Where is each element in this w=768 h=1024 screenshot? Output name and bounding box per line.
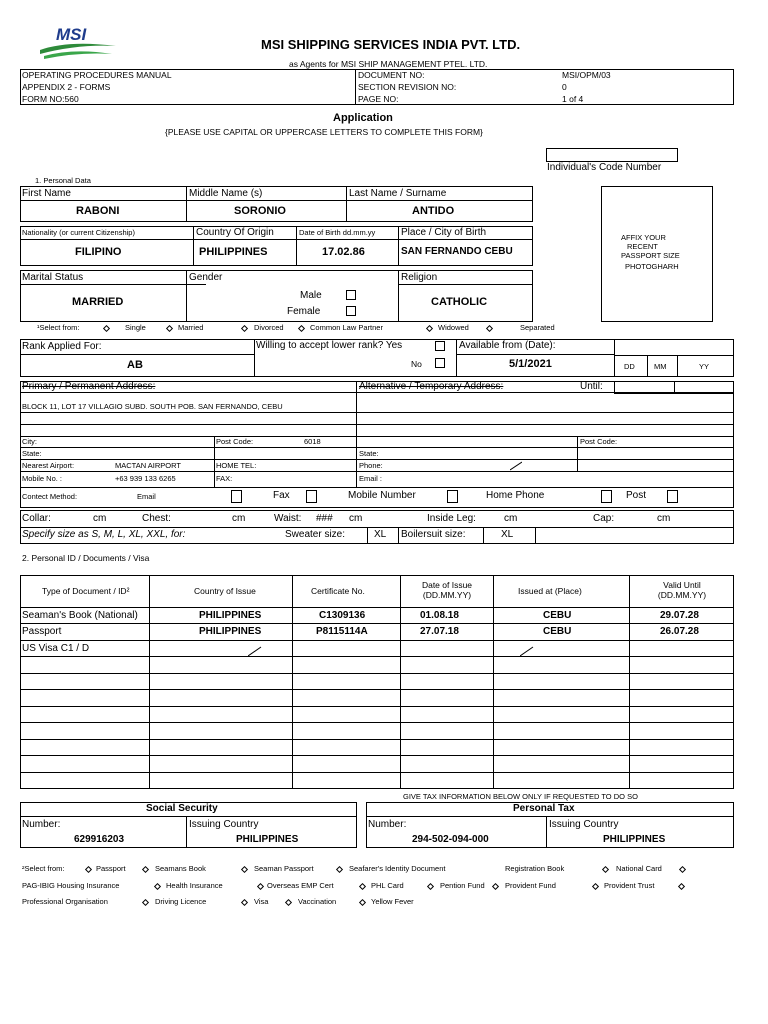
doc-row-1-cert[interactable]: C1309136 <box>319 610 366 621</box>
vaccination-radio[interactable] <box>359 899 366 906</box>
lower-rank-no-checkbox[interactable] <box>435 358 445 368</box>
doc-row-3-type[interactable]: US Visa C1 / D <box>22 643 90 654</box>
footer-opt-national-card: National Card <box>616 864 662 873</box>
form-subtitle: {PLEASE USE CAPITAL OR UPPERCASE LETTERS TO COMPLETE THIS FORM} <box>165 127 483 137</box>
collar-label: Collar: <box>22 513 51 524</box>
male-checkbox[interactable] <box>346 290 356 300</box>
visa-radio[interactable] <box>285 899 292 906</box>
religion-value[interactable]: CATHOLIC <box>431 296 488 308</box>
ss-country-value[interactable]: PHILIPPINES <box>236 834 299 845</box>
company-name: MSI SHIPPING SERVICES INDIA PVT. LTD. <box>261 37 521 52</box>
dd-label: DD <box>624 362 635 371</box>
footer-opt-pention: Pention Fund <box>440 882 485 890</box>
social-security-title: Social Security <box>146 803 218 814</box>
state-2-label: State: <box>359 449 379 458</box>
form-title: Application <box>333 112 393 124</box>
origin-value[interactable]: PHILIPPINES <box>199 246 268 258</box>
primary-address-label: Primary / Permanent Address: <box>22 381 156 392</box>
overseas-emp-radio[interactable] <box>359 883 366 890</box>
address-table <box>20 381 734 508</box>
photo-text-1: AFFIX YOUR <box>621 233 666 242</box>
appendix-label: APPENDIX 2 - FORMS <box>22 82 111 92</box>
photo-text-3: PASSPORT SIZE <box>621 251 680 260</box>
marital-select-note: ¹Select from: <box>37 323 80 332</box>
dob-value[interactable]: 17.02.86 <box>322 246 365 258</box>
pt-number-value[interactable]: 294-502-094-000 <box>412 834 489 845</box>
doc-row-2-cert[interactable]: P8115114A <box>316 626 368 637</box>
city-label: City: <box>22 437 37 446</box>
doc-header-cert: Certificate No. <box>311 586 365 596</box>
doc-row-1-country[interactable]: PHILIPPINES <box>199 610 262 621</box>
seaman-passport-radio[interactable] <box>241 866 248 873</box>
agents-line: as Agents for MSI SHIP MANAGEMENT PTEL. LTD. <box>289 59 488 69</box>
home-tel-label: HOME TEL: <box>216 461 257 470</box>
last-name-value[interactable]: ANTIDO <box>412 205 455 217</box>
male-label: Male <box>300 290 322 301</box>
nearest-airport-value[interactable]: MACTAN AIRPORT <box>115 461 181 470</box>
state-label: State: <box>22 449 42 458</box>
photo-text-2: RECENT <box>627 242 658 251</box>
tax-note: GIVE TAX INFORMATION BELOW ONLY IF REQUESTED TO DO SO <box>403 792 638 801</box>
rev-no: 0 <box>562 82 567 92</box>
phl-card-radio[interactable] <box>427 883 434 890</box>
post-code-2-label: Post Code: <box>580 437 618 446</box>
contact-post-label: Post <box>626 490 647 501</box>
doc-no-label: DOCUMENT NO: <box>358 70 425 80</box>
contact-mobile-checkbox[interactable] <box>447 490 458 503</box>
single-radio[interactable] <box>103 325 110 332</box>
professional-org-radio[interactable] <box>142 899 149 906</box>
contact-home-phone-label: Home Phone <box>486 490 545 501</box>
pob-label: Place / City of Birth <box>401 227 487 238</box>
female-checkbox[interactable] <box>346 306 356 316</box>
opt-separated: Separated <box>520 323 555 332</box>
married-radio[interactable] <box>166 325 173 332</box>
footer-opt-overseas-emp: Overseas EMP Cert <box>267 881 334 890</box>
footer-opt-health: Health Insurance <box>166 881 223 890</box>
lower-rank-yes-checkbox[interactable] <box>435 341 445 351</box>
mobile-value[interactable]: +63 939 133 6265 <box>115 474 176 483</box>
opt-married: Married <box>178 323 204 332</box>
driving-licence-radio[interactable] <box>241 899 248 906</box>
ss-number-label: Number: <box>22 819 61 830</box>
mobile-label: Mobile No. : <box>22 474 63 483</box>
doc-row-2-type[interactable]: Passport <box>22 626 62 637</box>
footer-opt-pag-ibig: PAG-IBIG Housing Insurance <box>22 881 120 890</box>
waist-unit: cm <box>349 513 363 524</box>
footer-opt-yellow-fever: Yellow Fever <box>371 897 414 906</box>
phone-label: Phone: <box>359 461 383 470</box>
provident-fund-radio[interactable] <box>592 883 599 890</box>
common-law-radio[interactable] <box>298 325 305 332</box>
section-personal-data: 1. Personal Data <box>35 176 91 185</box>
pt-country-label: Issuing Country <box>549 819 619 830</box>
doc-header-issue-date: Date of Issue (DD.MM.YY) <box>421 580 473 601</box>
religion-label: Religion <box>401 272 438 283</box>
nationality-label: Nationality (or current Citizenship) <box>22 228 135 237</box>
doc-row-2-place[interactable]: CEBU <box>543 626 572 637</box>
contact-post-checkbox[interactable] <box>667 490 678 503</box>
contact-home-phone-checkbox[interactable] <box>601 490 612 503</box>
available-value[interactable]: 5/1/2021 <box>509 358 552 370</box>
slash-mark <box>520 644 534 655</box>
doc-row-1-place[interactable]: CEBU <box>543 610 572 621</box>
inside-leg-unit: cm <box>504 513 518 524</box>
available-label: Available from (Date): <box>459 340 556 351</box>
origin-label: Country Of Origin <box>196 227 274 238</box>
contact-mobile-label: Mobile Number <box>348 490 416 501</box>
health-insurance-radio[interactable] <box>257 883 264 890</box>
inside-leg-label: Inside Leg: <box>427 513 476 524</box>
lower-rank-label: Willing to accept lower rank? Yes <box>256 340 403 351</box>
footer-opt-vaccination: Vaccination <box>298 897 337 906</box>
contact-fax-label: Fax <box>273 490 290 501</box>
contact-email-label: Email <box>137 492 156 501</box>
sweater-value[interactable]: XL <box>374 529 387 540</box>
footer-opt-seamans-book: Seamans Book <box>155 864 206 873</box>
marital-label: Marital Status <box>22 272 84 283</box>
cap-label: Cap: <box>593 513 615 524</box>
waist-label: Waist: <box>274 513 302 524</box>
page-no: 1 of 4 <box>562 94 584 104</box>
logo-text: MSI <box>56 25 87 44</box>
contact-method-label: Contect Method: <box>22 492 78 501</box>
pob-value[interactable]: SAN FERNANDO CEBU <box>401 246 513 257</box>
post-code-label: Post Code: <box>216 437 254 446</box>
waist-value[interactable]: ### <box>316 513 333 524</box>
doc-header-type: Type of Document / ID² <box>42 586 130 596</box>
primary-address-value[interactable]: BLOCK 11, LOT 17 VILLAGIO SUBD. SOUTH POB. SAN FERNANDO, CEBU <box>22 402 283 411</box>
boilersuit-value[interactable]: XL <box>501 529 514 540</box>
national-card-radio[interactable] <box>679 866 686 873</box>
boilersuit-label: Boilersuit size: <box>401 529 466 540</box>
mm-label: MM <box>654 362 667 371</box>
middle-name-label: Middle Name (s) <box>189 188 263 199</box>
first-name-value[interactable]: RABONI <box>76 205 120 217</box>
opt-widowed: Widowed <box>438 323 469 332</box>
provident-trust-radio[interactable] <box>678 883 685 890</box>
form-no: FORM NO:560 <box>22 94 79 104</box>
alt-address-label: Alternative / Temporary Address: <box>359 381 504 392</box>
gender-label: Gender <box>189 272 223 283</box>
photo-text-4: PHOTOGHARH <box>625 262 679 271</box>
footer-opt-passport: Passport <box>96 864 126 873</box>
doc-header-valid-until: Valid Until (DD.MM.YY) <box>657 580 707 601</box>
female-label: Female <box>287 306 321 317</box>
footer-opt-registration-book: Registration Book <box>505 864 565 873</box>
footer-opt-provident-trust: Provident Trust <box>604 881 655 890</box>
divorced-radio[interactable] <box>241 325 248 332</box>
rank-value[interactable]: AB <box>127 359 143 371</box>
middle-name-value[interactable]: SORONIO <box>234 205 286 217</box>
pt-number-label: Number: <box>368 819 407 830</box>
slash-mark <box>248 644 262 655</box>
cap-unit: cm <box>657 513 671 524</box>
code-number-label: Individual's Code Number <box>547 162 662 173</box>
pt-country-value[interactable]: PHILIPPINES <box>603 834 666 845</box>
rev-label: SECTION REVISION NO: <box>358 82 457 92</box>
rank-label: Rank Applied For: <box>22 341 102 352</box>
footer-opt-seaman-passport: Seaman Passport <box>254 864 314 873</box>
opt-single: Single <box>125 323 146 332</box>
sweater-label: Sweater size: <box>285 529 346 540</box>
lower-rank-no-label: No <box>411 359 422 369</box>
footer-opt-visa: Visa <box>254 897 269 906</box>
nationality-value[interactable]: FILIPINO <box>75 246 122 258</box>
doc-select-note: ²Select from: <box>22 864 65 873</box>
doc-row-2-country[interactable]: PHILIPPINES <box>199 626 262 637</box>
doc-row-1-valid[interactable]: 29.07.28 <box>660 610 699 621</box>
page-label: PAGE NO: <box>358 94 399 104</box>
pag-ibig-radio[interactable] <box>154 883 161 890</box>
last-name-label: Last Name / Surname <box>349 188 447 199</box>
separated-radio[interactable] <box>486 325 493 332</box>
documents-grid <box>20 575 734 789</box>
seafarer-id-radio[interactable] <box>336 866 343 873</box>
ss-number-value[interactable]: 629916203 <box>74 834 125 845</box>
ss-country-label: Issuing Country <box>189 819 259 830</box>
dob-label: Date of Birth dd.mm.yy <box>299 228 376 237</box>
personal-tax-title: Personal Tax <box>513 803 575 814</box>
email-label: Email : <box>359 474 382 483</box>
doc-row-1-type[interactable]: Seaman's Book (National) <box>22 610 138 621</box>
section-documents: 2. Personal ID / Documents / Visa <box>22 553 150 563</box>
footer-opt-phl-card: PHL Card <box>371 881 404 890</box>
registration-book-radio[interactable] <box>602 866 609 873</box>
doc-header-issued-at: Issued at (Place) <box>518 586 582 596</box>
manual-label: OPERATING PROCEDURES MANUAL <box>22 70 172 80</box>
doc-no: MSI/OPM/03 <box>562 70 611 80</box>
company-logo <box>38 24 118 60</box>
until-label: Until: <box>580 381 603 392</box>
documents-table <box>20 575 734 789</box>
footer-opt-driving: Driving Licence <box>155 897 207 906</box>
footer-opt-professional: Professional Organisation <box>22 897 108 906</box>
nearest-airport-label: Nearest Airport: <box>22 461 75 470</box>
doc-row-1-issue-date[interactable]: 01.08.18 <box>420 610 459 621</box>
pention-fund-radio[interactable] <box>492 883 499 890</box>
doc-row-2-valid[interactable]: 26.07.28 <box>660 626 699 637</box>
contact-email-checkbox[interactable] <box>231 490 242 503</box>
marital-value[interactable]: MARRIED <box>72 296 124 308</box>
chest-label: Chest: <box>142 513 171 524</box>
slash-mark <box>510 458 522 468</box>
footer-opt-seafarer-id: Seafarer's Identity Document <box>349 864 446 873</box>
passport-radio[interactable] <box>85 866 92 873</box>
doc-header-country: Country of Issue <box>194 586 256 596</box>
collar-unit: cm <box>93 513 107 524</box>
widowed-radio[interactable] <box>426 325 433 332</box>
doc-row-2-issue-date[interactable]: 27.07.18 <box>420 626 459 637</box>
opt-divorced: Divorced <box>254 323 284 332</box>
contact-fax-checkbox[interactable] <box>306 490 317 503</box>
opt-common-law: Common Law Partner <box>310 323 383 332</box>
seamans-book-radio[interactable] <box>142 866 149 873</box>
yy-label: YY <box>699 362 710 371</box>
specify-size-note: Specify size as S, M, L, XL, XXL, for: <box>22 529 186 540</box>
first-name-label: First Name <box>22 188 71 199</box>
post-code-value[interactable]: 6018 <box>304 437 321 446</box>
fax-label: FAX: <box>216 474 233 483</box>
footer-opt-provident-fund: Provident Fund <box>505 881 556 890</box>
chest-unit: cm <box>232 513 246 524</box>
code-number-field[interactable] <box>546 148 678 162</box>
